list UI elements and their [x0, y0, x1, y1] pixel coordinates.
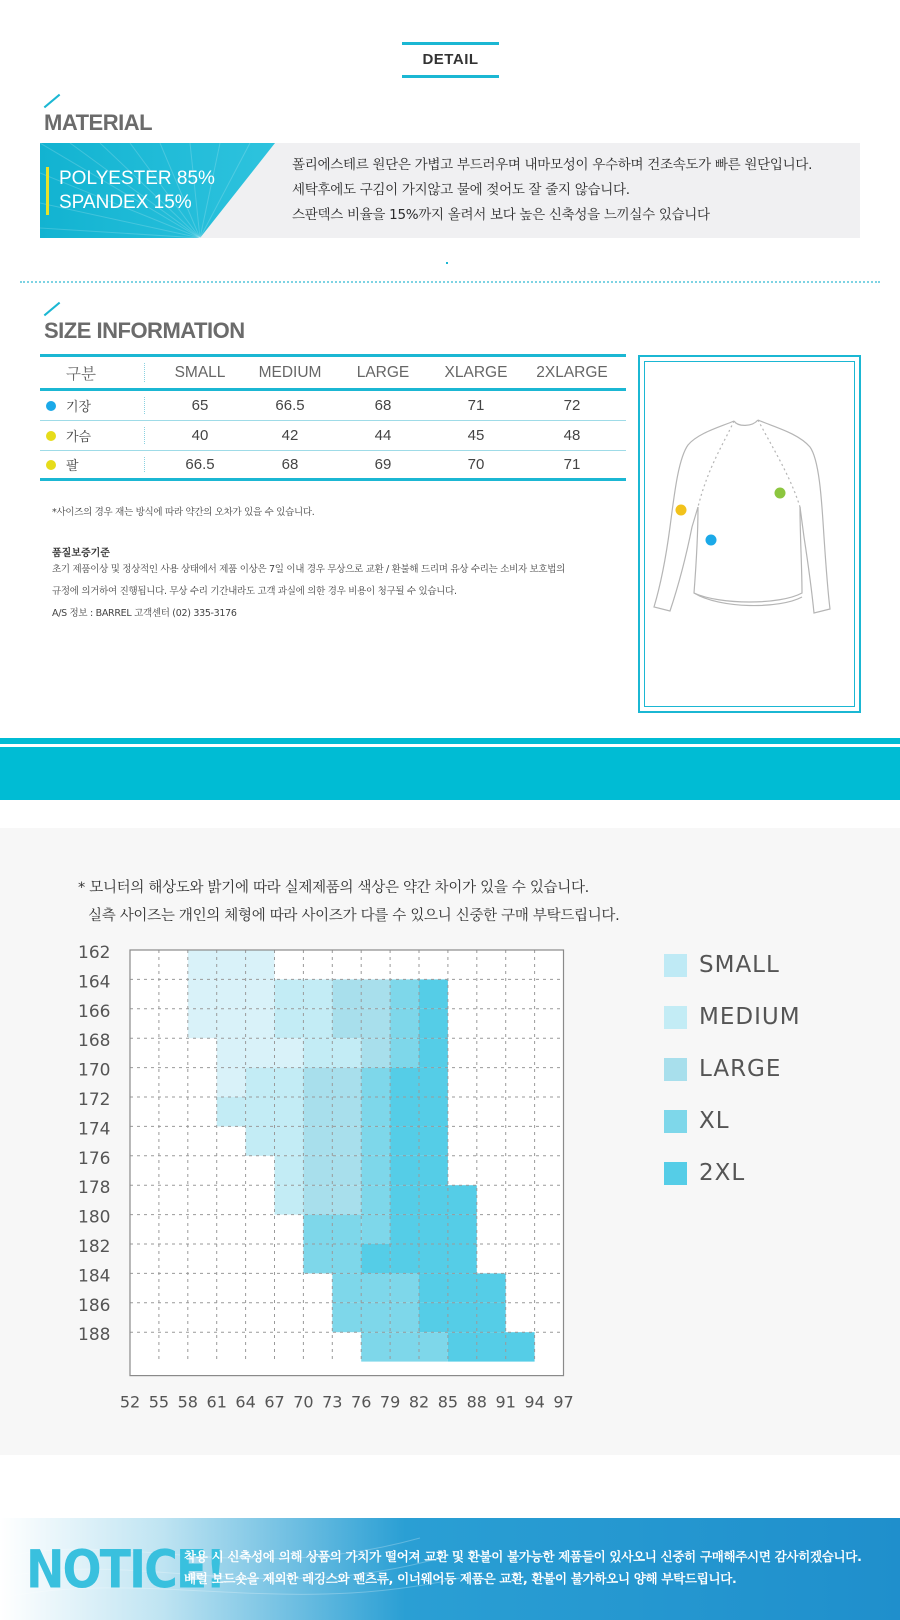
cell-value: 42: [281, 427, 299, 444]
heatmap-cell: [419, 1009, 448, 1038]
header-category: 구분: [66, 364, 96, 383]
legend-label: 2XL: [699, 1160, 746, 1186]
header-small: SMALL: [174, 363, 226, 381]
cell-value: 48: [563, 427, 581, 444]
cell-value: 68: [281, 456, 299, 473]
cell-value: 71: [563, 456, 581, 473]
heatmap-cell: [390, 1009, 419, 1038]
composition-spandex: SPANDEX 15%: [59, 192, 192, 213]
x-tick-label: 91: [495, 1392, 516, 1412]
heatmap-cell: [188, 950, 275, 979]
legend-label: SMALL: [699, 952, 780, 978]
heatmap-cell: [419, 1038, 448, 1067]
header-medium: MEDIUM: [258, 363, 322, 381]
heatmap-cell: [390, 1244, 477, 1273]
row-label: 팔: [66, 459, 79, 474]
legend-item-medium: [664, 1004, 801, 1056]
cell-value: 72: [563, 397, 581, 414]
x-tick-label: 97: [553, 1392, 574, 1412]
heatmap-cell: [217, 1038, 304, 1067]
heatmap-cell: [361, 1185, 390, 1214]
column-separator: [144, 427, 145, 444]
material-composition-panel: [40, 143, 275, 238]
column-separator: [144, 397, 145, 414]
table-row: [40, 391, 626, 421]
header-2xlarge: 2XLARGE: [536, 363, 608, 381]
y-tick-label: 180: [78, 1207, 111, 1228]
legend-label: LARGE: [699, 1056, 782, 1082]
legend-label: MEDIUM: [699, 1004, 801, 1030]
detail-tab[interactable]: DETAIL: [402, 42, 499, 78]
legend-label: XL: [699, 1108, 730, 1134]
y-tick-label: 188: [78, 1325, 111, 1346]
composition-list: [46, 167, 215, 215]
legend-swatch: [664, 954, 687, 977]
y-tick-label: 170: [78, 1060, 111, 1081]
chest-marker-icon: [676, 505, 687, 516]
y-tick-label: 166: [78, 1001, 111, 1022]
x-tick-label: 52: [119, 1392, 141, 1412]
x-tick-label: 73: [322, 1392, 343, 1412]
row-label: 가슴: [66, 430, 92, 445]
y-tick-label: 184: [78, 1266, 111, 1287]
quality-line: 초기 제품이상 및 정상적인 사용 상태에서 제품 이상은 7일 이내 경우 무상으로 교환 / 환불해 드리며 유상 수리는 소비자 보호법의: [52, 564, 566, 575]
x-tick-label: 58: [177, 1392, 198, 1412]
heatmap-cell: [390, 1215, 477, 1244]
row-label: 기장: [66, 400, 92, 415]
sleeve-marker-icon: [775, 488, 786, 499]
material-desc-line: 세탁후에도 구김이 가지않고 물에 젖어도 잘 줄지 않습니다.: [292, 182, 630, 198]
size-notes: [52, 504, 565, 625]
material-description: [292, 153, 812, 228]
measurement-note: *사이즈의 경우 재는 방식에 따라 약간의 오차가 있을 수 있습니다.: [52, 507, 315, 518]
as-info: A/S 정보 : BARREL 고객센터 (02) 335-3176: [52, 608, 237, 619]
x-tick-label: 76: [351, 1392, 372, 1412]
header-xlarge: XLARGE: [444, 363, 508, 381]
heatmap-cell: [275, 1156, 304, 1185]
cyan-band: [0, 747, 900, 800]
cell-value: 70: [467, 456, 485, 473]
notice-text: [184, 1546, 862, 1590]
heatmap-cell: [188, 979, 275, 1008]
notice-heading: NOTICE!: [26, 1538, 225, 1601]
x-tick-label: 85: [437, 1392, 459, 1412]
chart-note-line: 실측 사이즈는 개인의 체형에 따라 사이즈가 다를 수 있으니 신중한 구매 부탁드립니다.: [88, 908, 620, 924]
heatmap-cell: [390, 1303, 419, 1332]
legend-item-2xl: [664, 1160, 801, 1212]
legend-item-small: [664, 952, 801, 1004]
composition-polyester: POLYESTER 85%: [59, 168, 215, 189]
header-large: LARGE: [356, 363, 410, 381]
heatmap-cell: [361, 1038, 390, 1067]
y-tick-label: 182: [78, 1237, 111, 1257]
y-tick-label: 186: [78, 1295, 111, 1316]
cell-value: 66.5: [185, 456, 215, 473]
y-tick-label: 172: [78, 1090, 111, 1110]
material-desc-line: 폴리에스테르 원단은 가볍고 부드러우며 내마모성이 우수하며 건조속도가 빠른 원단입니다.: [292, 157, 813, 173]
heatmap-cell: [361, 1332, 448, 1361]
cell-value: 66.5: [275, 397, 305, 414]
legend-swatch: [664, 1110, 687, 1133]
size-chart-section: [0, 828, 900, 1455]
size-table: [40, 354, 626, 481]
notice-bar: [0, 1518, 900, 1620]
legend-swatch: [664, 1162, 687, 1185]
legend-item-xl: [664, 1108, 801, 1160]
heatmap-cell: [361, 1215, 390, 1244]
table-row: [40, 421, 626, 451]
section-divider: [20, 281, 880, 283]
heatmap-cell: [361, 1244, 390, 1273]
y-tick-label: 164: [78, 972, 111, 993]
heatmap-cell: [275, 1185, 304, 1214]
y-tick-label: 168: [78, 1031, 111, 1052]
cell-value: 40: [191, 427, 209, 444]
heatmap-cell: [361, 1156, 390, 1185]
x-tick-label: 82: [408, 1392, 430, 1412]
size-info-title: SIZE INFORMATION: [44, 318, 245, 343]
heatmap-cell: [361, 1068, 390, 1097]
material-slash-icon: [44, 94, 61, 108]
heatmap-cell: [419, 1273, 506, 1302]
x-tick-label: 61: [206, 1392, 227, 1412]
table-header-row: [40, 357, 626, 391]
heatmap-cell: [390, 1273, 419, 1302]
x-tick-label: 67: [264, 1392, 285, 1412]
heatmap-cell: [419, 979, 448, 1008]
y-tick-label: 176: [78, 1148, 111, 1169]
center-dot: [446, 262, 448, 264]
size-slash-icon: [44, 302, 61, 316]
cell-value: 45: [467, 427, 485, 444]
material-title: MATERIAL: [44, 110, 153, 135]
cell-value: 44: [374, 427, 392, 444]
notice-line: 착용 시 신축성에 의해 상품의 가치가 떨어져 교환 및 환불이 불가능한 제품들이 있사오니 신중히 구매해주시면 감사히겠습니다.: [184, 1549, 862, 1564]
quality-title: 품질보증기준: [52, 548, 110, 559]
y-tick-label: 178: [78, 1178, 111, 1199]
legend-item-large: [664, 1056, 801, 1108]
x-tick-label: 88: [466, 1392, 487, 1412]
legend-swatch: [664, 1058, 687, 1081]
material-desc-line: 스판덱스 비율을 15%까지 올려서 보다 높은 신축성을 느끼실수 있습니다: [292, 207, 710, 223]
heatmap-cell: [390, 979, 419, 1008]
quality-line: 규정에 의거하여 진행됩니다. 무상 수리 기간내라도 고객 과실에 의한 경우 비용이 청구될 수 있습니다.: [52, 586, 457, 597]
length-marker-icon: [706, 535, 717, 546]
y-tick-label: 174: [78, 1119, 111, 1140]
x-tick-label: 94: [524, 1392, 545, 1412]
y-tick-label: 162: [78, 943, 111, 963]
legend-swatch: [664, 1006, 687, 1029]
heatmap-cell: [361, 1126, 390, 1155]
cell-value: 69: [374, 456, 392, 473]
cell-value: 71: [467, 397, 485, 414]
cell-value: 68: [374, 397, 392, 414]
rashguard-shirt-icon: [640, 357, 863, 715]
heatmap-cell: [390, 1038, 419, 1067]
column-separator: [144, 363, 145, 382]
notice-line: 배럴 보드숏을 제외한 레깅스와 팬츠류, 이너웨어등 제품은 교환, 환불이 불가하오니 양해 부탁드립니다.: [184, 1571, 737, 1586]
heatmap-cell: [419, 1303, 506, 1332]
heatmap-cell: [361, 1097, 390, 1126]
column-separator: [144, 457, 145, 472]
cell-value: 65: [191, 397, 209, 414]
shirt-diagram: [638, 355, 861, 713]
heatmap-cell: [217, 1097, 246, 1126]
material-box: [40, 143, 860, 238]
x-tick-label: 70: [293, 1392, 314, 1412]
chart-legend: [664, 952, 801, 1212]
heatmap-cell: [448, 1332, 535, 1361]
heatmap-cell: [188, 1009, 275, 1038]
heatmap-cell: [217, 1068, 246, 1097]
x-tick-label: 55: [148, 1392, 170, 1412]
chart-note-line: * 모니터의 해상도와 밝기에 따라 실제제품의 색상은 약간 차이가 있을 수 있습니다.: [78, 880, 589, 896]
size-heatmap-chart: [0, 828, 640, 1455]
cyan-band-line: [0, 738, 900, 744]
table-row: [40, 451, 626, 481]
heatmap-cell: [390, 1185, 477, 1214]
x-tick-label: 64: [235, 1392, 256, 1412]
x-tick-label: 79: [379, 1392, 401, 1412]
